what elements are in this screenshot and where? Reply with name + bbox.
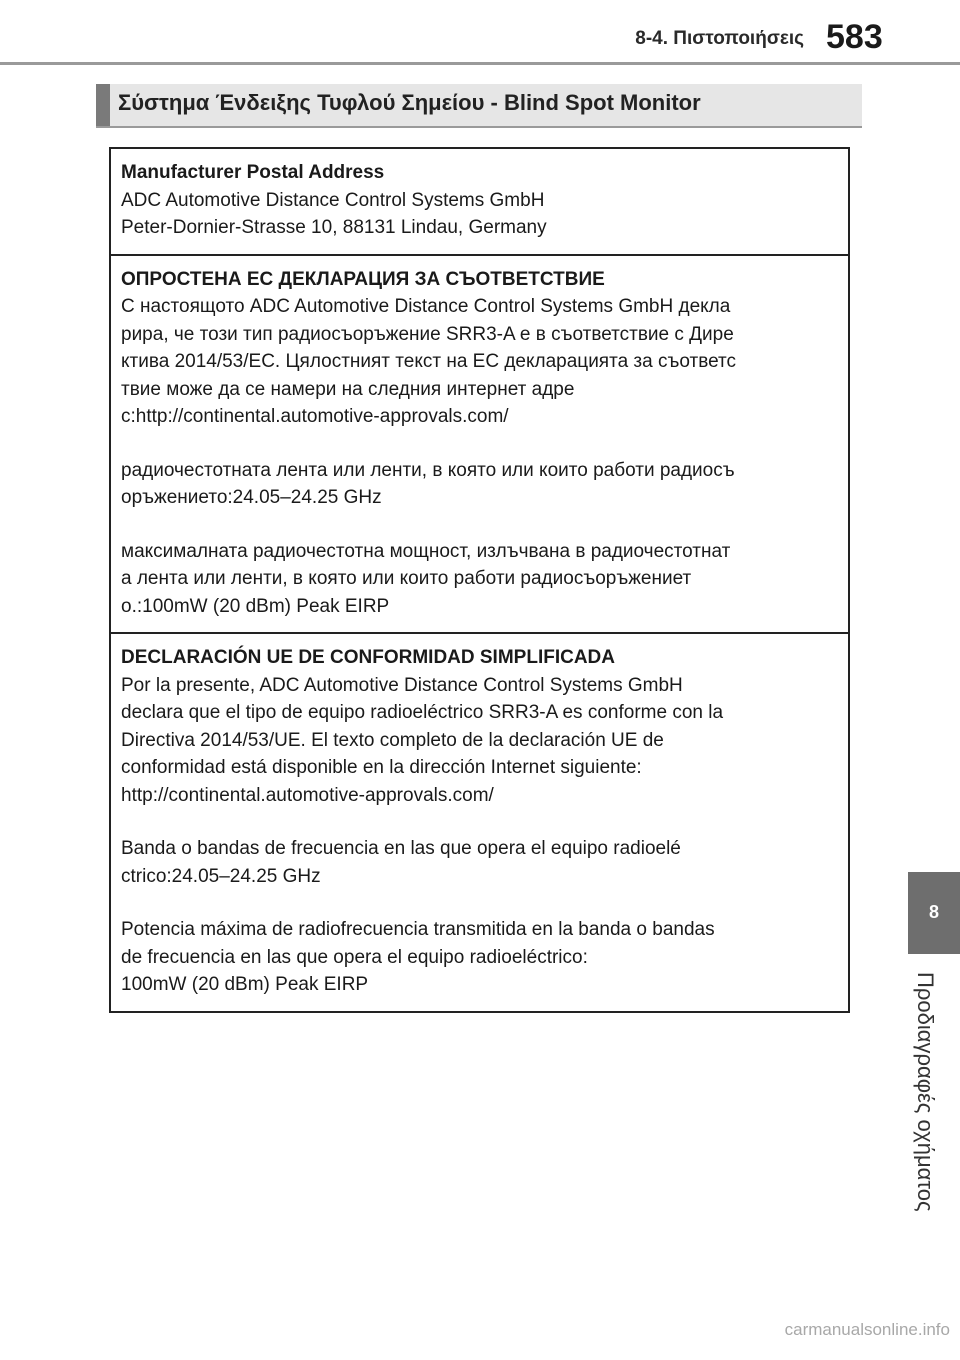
block-line: conformidad está disponible en la dirección Internet siguiente: xyxy=(121,757,642,778)
chapter-title-vertical xyxy=(912,972,956,1222)
chapter-tab xyxy=(908,872,960,954)
block-line: рира, че този тип радиосъоръжение SRR3-A е в съответствие с Дире xyxy=(121,323,734,345)
block-line: оръжението:24.05–24.25 GHz xyxy=(121,487,382,508)
block-line: твие може да се намери на следния интернет адре xyxy=(121,378,575,400)
page-number: 583 xyxy=(826,18,883,56)
bulgarian-declaration-block xyxy=(111,256,848,635)
chapter-title: Προδιαγραφές οχήματος xyxy=(913,972,938,1212)
header-section-title: 8-4. Πιστοποιήσεις xyxy=(635,28,804,49)
manufacturer-address-block xyxy=(111,149,848,256)
block-line: ADC Automotive Distance Control Systems GmbH xyxy=(121,189,545,211)
block-line: радиочестотната лента или ленти, в която или които работи радиосъ xyxy=(121,459,735,481)
block-line: Peter-Dornier-Strasse 10, 88131 Lindau, Germany xyxy=(121,217,547,238)
block-line: Por la presente, ADC Automotive Distance Control Systems GmbH xyxy=(121,674,683,696)
block-line: ctrico:24.05–24.25 GHz xyxy=(121,865,321,887)
block-heading: DECLARACIÓN UE DE CONFORMIDAD SIMPLIFICADA xyxy=(121,647,615,668)
block-line: Potencia máxima de radiofrecuencia transmitida en la banda o bandas xyxy=(121,919,715,940)
declaration-panel xyxy=(109,147,850,1013)
section-title-banner xyxy=(96,84,862,128)
block-line: declara que el tipo de equipo radioeléctrico SRR3-A es conforme con la xyxy=(121,702,724,723)
block-line: максималната радиочестотна мощност, излъчвана в радиочестотнат xyxy=(121,540,731,562)
block-line: Directiva 2014/53/UE. El texto completo de la declaración UE de xyxy=(121,729,664,751)
block-line: http://continental.automotive-approvals.com/ xyxy=(121,784,494,806)
block-line: 100mW (20 dBm) Peak EIRP xyxy=(121,974,369,995)
block-line: с:http://continental.automotive-approvals.com/ xyxy=(121,406,509,427)
paragraph-gap xyxy=(121,809,838,835)
section-title-text: Σύστημα Ένδειξης Τυφλού Σημείου - Blind Spot Monitor xyxy=(118,90,701,115)
paragraph-gap xyxy=(121,431,838,457)
section-title-accent-bar xyxy=(96,84,110,126)
chapter-number: 8 xyxy=(928,902,939,922)
paragraph-gap xyxy=(121,512,838,538)
watermark-text: carmanualsonline.info xyxy=(784,1320,950,1339)
block-line: о.:100mW (20 dBm) Peak EIRP xyxy=(121,595,390,617)
block-line: С настоящото ADC Automotive Distance Control Systems GmbH декла xyxy=(121,296,731,317)
block-heading: Manufacturer Postal Address xyxy=(121,162,385,183)
block-line: а лента или ленти, в която или които работи радиосъоръжениет xyxy=(121,568,692,589)
block-line: ктива 2014/53/ЕС. Цялостният текст на ЕС декларацията за съответс xyxy=(121,351,737,372)
header-divider xyxy=(0,62,960,65)
spanish-declaration-block xyxy=(111,634,848,1011)
block-heading: ОПРОСТЕНА ЕС ДЕКЛАРАЦИЯ ЗА СЪОТВЕТСТВИЕ xyxy=(121,268,605,290)
block-line: de frecuencia en las que opera el equipo radioeléctrico: xyxy=(121,946,588,968)
block-line: Banda o bandas de frecuencia en las que opera el equipo radioelé xyxy=(121,838,681,859)
paragraph-gap xyxy=(121,890,838,916)
